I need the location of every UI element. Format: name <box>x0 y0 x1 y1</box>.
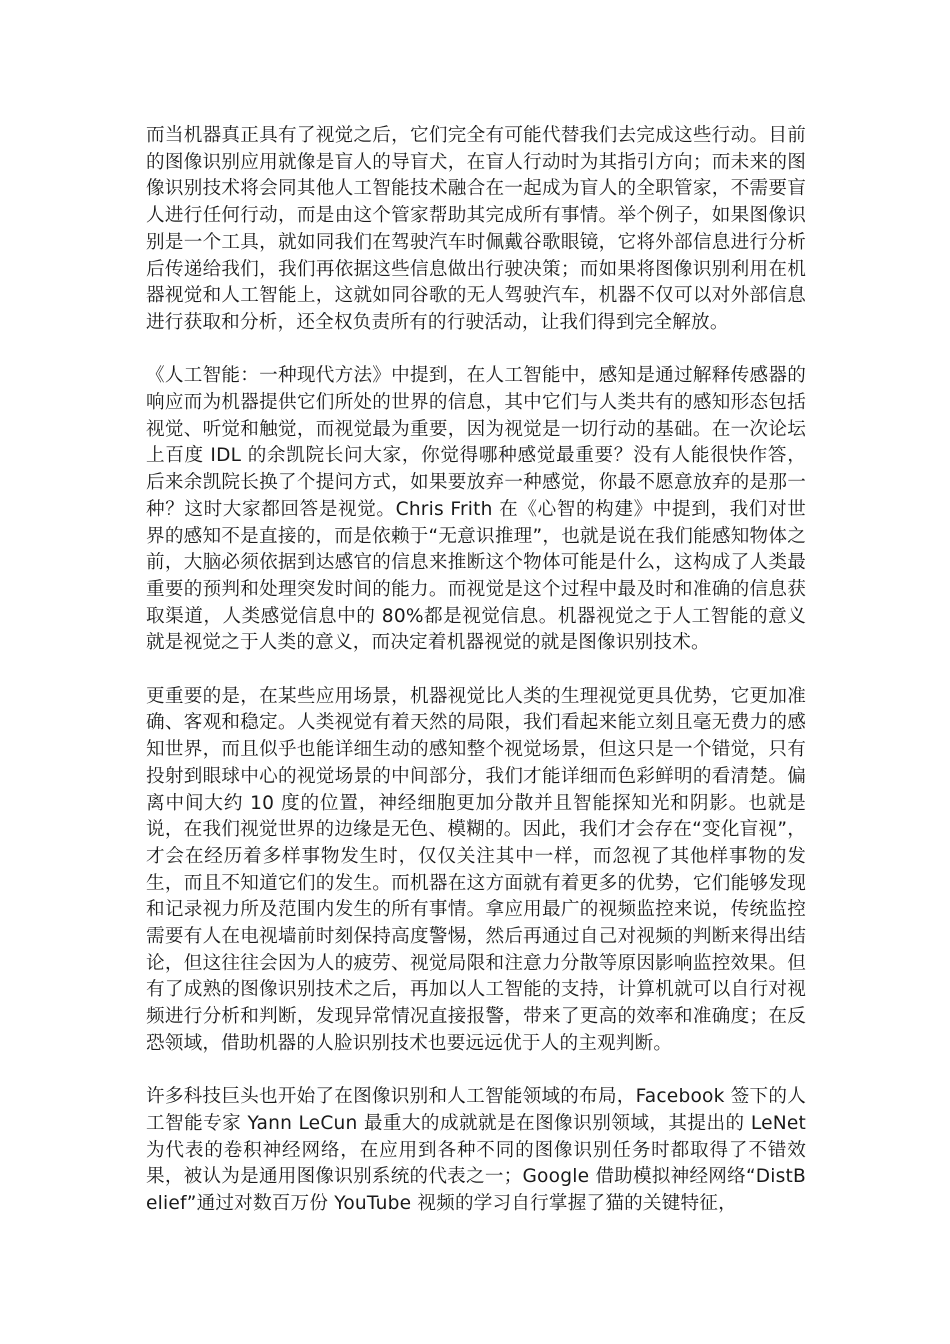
paragraph-tech-giants: 许多科技巨头也开始了在图像识别和人工智能领域的布局，Facebook 签下的人工智能专家 Yann LeCun 最重大的成就就是在图像识别领域，其提出的 LeNet为代表的卷积神经网络，在应用到各种不同的图像识别任务时都取得了不错效果，被认为是通用图像识别系统的代表之一；Google 借助模拟神经网络“DistBelief”通过对数百万份 YouTube 视频的学习自行掌握了猫的关键特征， <box>146 1086 806 1215</box>
paragraph-perception-importance: 《人工智能：一种现代方法》中提到，在人工智能中，感知是通过解释传感器的响应而为机器提供它们所处的世界的信息，其中它们与人类共有的感知形态包括视觉、听觉和触觉，而视觉最为重要，因为视觉是一切行动的基础。在一次论坛上百度 IDL 的余凯院长问大家，你觉得哪种感觉最重要？没有人能很快作答，后来余凯院长换了个提问方式，如果要放弃一种感觉，你最不愿意放弃的是那一种？这时大家都回答是视觉。Chris Frith 在《心智的构建》中提到，我们对世界的感知不是直接的，而是依赖于“无意识推理”，也就是说在我们能感知物体之前，大脑必须依据到达感官的信息来推断这个物体可能是什么，这构成了人类最重要的预判和处理突发时间的能力。而视觉是这个过程中最及时和准确的信息获取渠道，人类感觉信息中的 80%都是视觉信息。机器视觉之于人工智能的意义就是视觉之于人类的意义，而决定着机器视觉的就是图像识别技术。 <box>146 365 806 654</box>
document-body <box>146 123 806 1244</box>
paragraph-machine-vision-future: 而当机器真正具有了视觉之后，它们完全有可能代替我们去完成这些行动。目前的图像识别应用就像是盲人的导盲犬，在盲人行动时为其指引方向；而未来的图像识别技术将会同其他人工智能技术融合在一起成为盲人的全职管家，不需要盲人进行任何行动，而是由这个管家帮助其完成所有事情。举个例子，如果图像识别是一个工具，就如同我们在驾驶汽车时佩戴谷歌眼镜，它将外部信息进行分析后传递给我们，我们再依据这些信息做出行驶决策；而如果将图像识别利用在机器视觉和人工智能上，这就如同谷歌的无人驾驶汽车，机器不仅可以对外部信息进行获取和分析，还全权负责所有的行驶活动，让我们得到完全解放。 <box>146 125 806 333</box>
paragraph-machine-vision-advantages: 更重要的是，在某些应用场景，机器视觉比人类的生理视觉更具优势，它更加准确、客观和稳定。人类视觉有着天然的局限，我们看起来能立刻且毫无费力的感知世界，而且似乎也能详细生动的感知整个视觉场景，但这只是一个错觉，只有投射到眼球中心的视觉场景的中间部分，我们才能详细而色彩鲜明的看清楚。偏离中间大约 10 度的位置，神经细胞更加分散并且智能探知光和阴影。也就是说，在我们视觉世界的边缘是无色、模糊的。因此，我们才会存在“变化盲视”，才会在经历着多样事物发生时，仅仅关注其中一样，而忽视了其他样事物的发生，而且不知道它们的发生。而机器在这方面就有着更多的优势，它们能够发现和记录视力所及范围内发生的所有事情。拿应用最广的视频监控来说，传统监控需要有人在电视墙前时刻保持高度警惕，然后再通过自己对视频的判断来得出结论，但这往往会因为人的疲劳、视觉局限和注意力分散等原因影响监控效果。但有了成熟的图像识别技术之后，再加以人工智能的支持，计算机就可以自行对视频进行分析和判断，发现异常情况直接报警，带来了更高的效率和准确度；在反恐领域，借助机器的人脸识别技术也要远远优于人的主观判断。 <box>146 685 806 1054</box>
